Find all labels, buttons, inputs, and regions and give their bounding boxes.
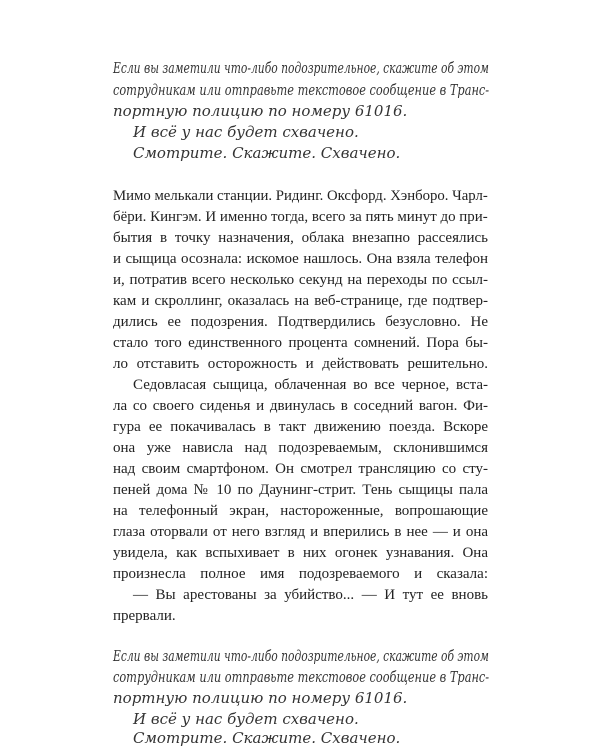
notice-line: Смотрите. Скажите. Схвачено.: [133, 144, 401, 162]
text-line: прервали.: [113, 608, 176, 624]
text-line: бытия в точку назначения, облака внезапно рассеялись: [113, 230, 488, 246]
notice-line: И всё у нас будет схвачено.: [133, 123, 359, 141]
text-line: — Вы арестованы за убийство... — И тут ее вновь: [133, 587, 488, 603]
text-line: кам и скроллинг, оказалась на веб-странице, где подтвер-: [113, 293, 488, 309]
notice-line: портную полицию по номеру 61016.: [113, 689, 408, 707]
text-line: на телефонный экран, настороженные, вопрошающие: [113, 503, 488, 519]
text-line: она уже нависла над подозреваемым, склонившимся: [113, 440, 488, 456]
notice-line: Смотрите. Скажите. Схвачено.: [133, 729, 401, 747]
text-line: дились ее подозрения. Подтвердились безусловно. Не: [113, 314, 488, 330]
notice-line: портную полицию по номеру 61016.: [113, 102, 408, 120]
text-line: ла со своего сиденья и двинулась в соседний вагон. Фи-: [113, 398, 488, 414]
text-line: над своим смартфоном. Он смотрел трансляцию со сту-: [113, 461, 488, 477]
notice-line: Если вы заметили что-либо подозрительное, скажите об этом: [113, 647, 489, 665]
notice-line: сотрудникам или отправьте текстовое сообщение в Транс-: [113, 668, 490, 686]
text-line: гура ее покачивалась в такт движению поезда. Вскоре: [113, 419, 488, 435]
notice-line: Если вы заметили что-либо подозрительное, скажите об этом: [113, 59, 489, 77]
text-line: пеней дома № 10 по Даунинг-стрит. Тень сыщицы пала: [113, 482, 488, 498]
notice-line: сотрудникам или отправьте текстовое сообщение в Транс-: [113, 81, 490, 99]
text-line: бёри. Кингэм. И именно тогда, всего за пять минут до при-: [113, 209, 488, 225]
text-line: Мимо мелькали станции. Ридинг. Оксфорд. Хэнборо. Чарл-: [113, 188, 488, 204]
notice-line: И всё у нас будет схвачено.: [133, 710, 359, 728]
text-line: глаза оторвали от него взгляд и вперились в нее — и она: [113, 524, 488, 540]
text-line: стало того единственного процента сомнений. Пора бы-: [113, 335, 488, 351]
text-line: Седовласая сыщица, облаченная во все черное, вста-: [133, 377, 488, 393]
text-line: увидела, как вспыхивает в них огонек узнавания. Она: [113, 545, 488, 561]
text-line: и сыщица осознала: искомое нашлось. Она взяла телефон: [113, 251, 488, 267]
text-line: ло отставить осторожность и действовать решительно.: [113, 356, 488, 372]
text-line: произнесла полное имя подозреваемого и сказала:: [113, 566, 488, 582]
text-line: и, потратив всего несколько секунд на переходы по ссыл-: [113, 272, 488, 288]
